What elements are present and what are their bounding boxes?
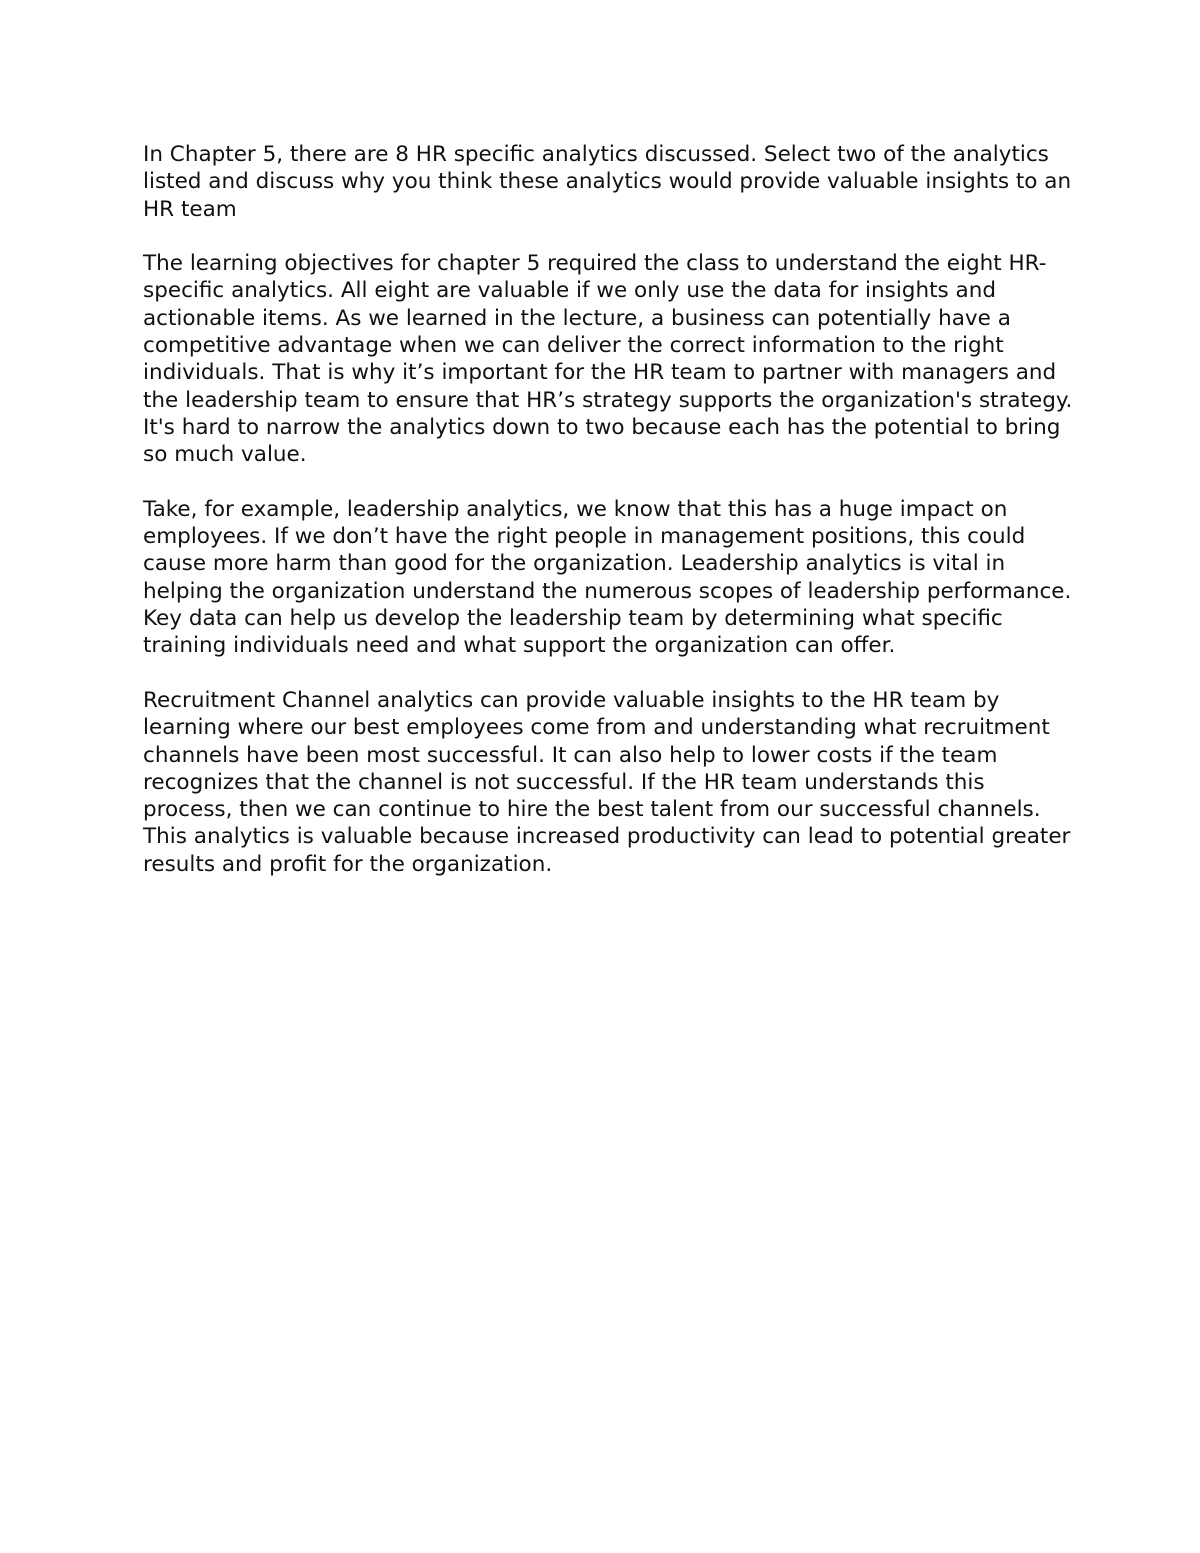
intro-paragraph: The learning objectives for chapter 5 required the class to understand the eight HR-specific analytics. All eight are valuable if we only use the data for insights and actionable items. As we learned in the lecture, a business can potentially have a competitive advantage when we can deliver the correct information to the right individuals. That is why it’s important for the HR team to partner with managers and the leadership team to ensure that HR’s strategy supports the organization's strategy. It's hard to narrow the analytics down to two because each has the potential to bring so much value. — [143, 251, 1073, 468]
document-body — [143, 141, 1073, 878]
leadership-analytics-paragraph: Take, for example, leadership analytics, we know that this has a huge impact on employees. If we don’t have the right people in management positions, this could cause more harm than good for the organization. Leadership analytics is vital in helping the organization understand the numerous scopes of leadership performance. Key data can help us develop the leadership team by determining what specific training individuals need and what support the organization can offer. — [143, 496, 1072, 659]
prompt-paragraph: In Chapter 5, there are 8 HR specific analytics discussed. Select two of the analytics listed and discuss why you think these analytics would provide valuable insights to an HR team — [143, 142, 1072, 222]
recruitment-channel-paragraph: Recruitment Channel analytics can provide valuable insights to the HR team by learning where our best employees come from and understanding what recruitment channels have been most successful. It can also help to lower costs if the team recognizes that the channel is not successful. If the HR team understands this process, then we can continue to hire the best talent from our successful channels. This analytics is valuable because increased productivity can lead to potential greater results and profit for the organization. — [143, 687, 1071, 877]
